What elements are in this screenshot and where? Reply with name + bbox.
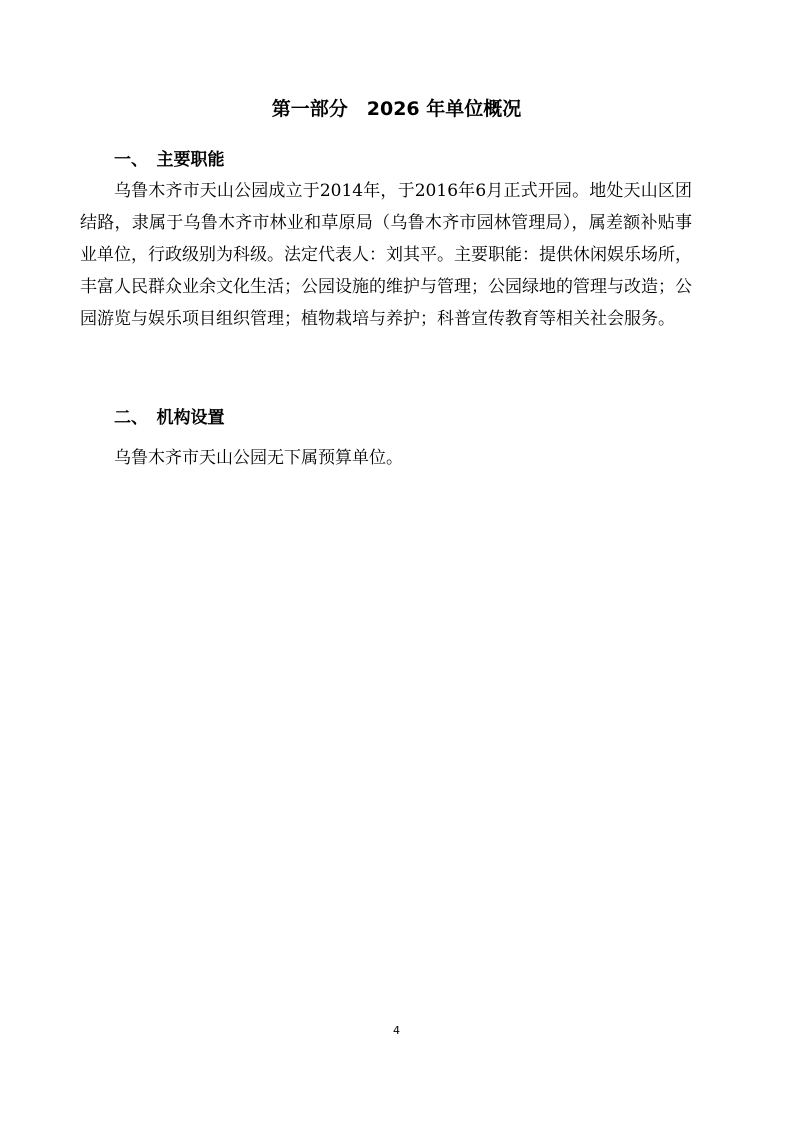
section-heading-main-functions: 一、 主要职能 (114, 150, 225, 170)
page-number: 4 (393, 1024, 400, 1037)
page-title: 第一部分 2026 年单位概况 (271, 98, 522, 120)
section-body-main-functions: 乌鲁木齐市天山公园成立于2014年，于2016年6月正式开园。地处天山区团结路，隶属于乌鲁木齐市林业和草原局（乌鲁木齐市园林管理局），属差额补贴事业单位，行政级别为科级。法定代表人：刘其平。主要职能：提供休闲娱乐场所，丰富人民群众业余文化生活；公园设施的维护与管理；公园绿地的管理与改造；公园游览与娱乐项目组织管理；植物栽培与养护；科普宣传教育等相关社会服务。 (80, 181, 692, 329)
section-body-organization: 乌鲁木齐市天山公园无下属预算单位。 (114, 448, 403, 468)
section-heading-organization: 二、 机构设置 (114, 408, 225, 428)
